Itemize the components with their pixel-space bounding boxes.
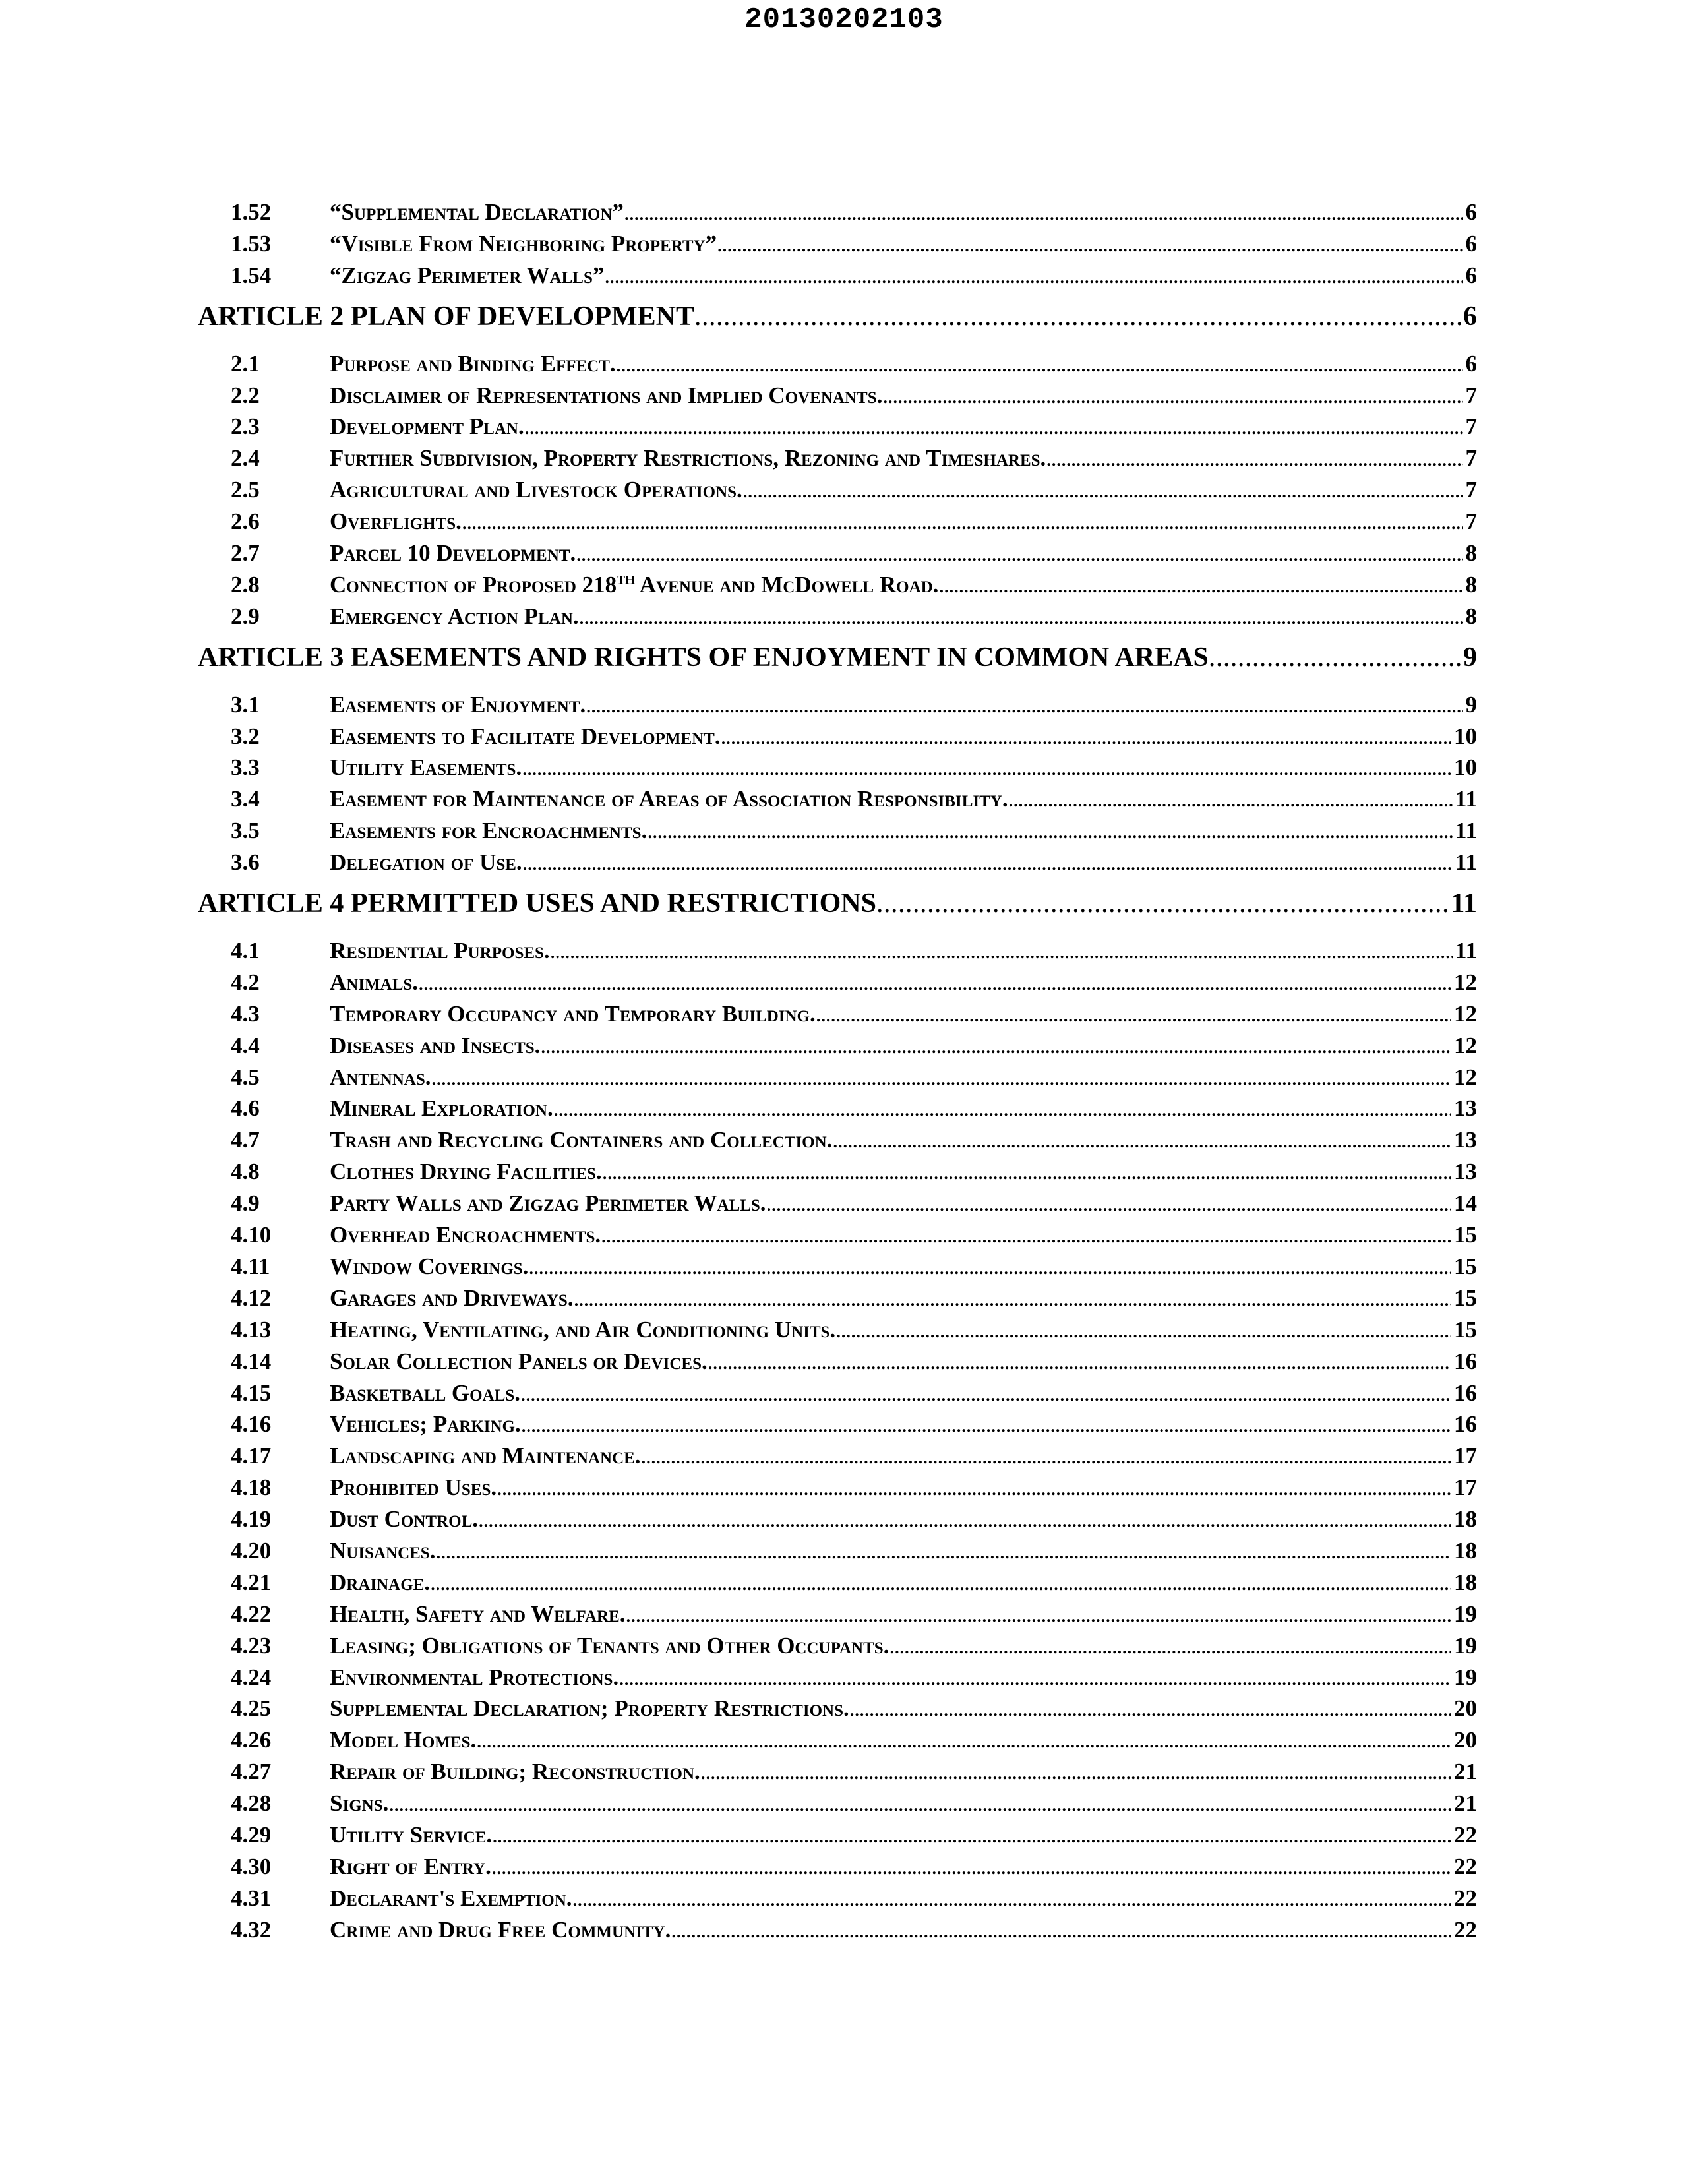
toc-section-number: 2.4 [231,445,260,471]
toc-dot-leader [476,1724,1451,1756]
toc-entry [198,260,1477,291]
toc-article-title: ARTICLE 2 PLAN OF DEVELOPMENT [198,301,695,332]
toc-entry [198,1598,1477,1630]
toc-page-number: 11 [1455,938,1477,964]
toc-section-title: Delegation of Use. [330,849,522,876]
toc-dot-leader [520,1378,1451,1409]
toc-section-number: 4.9 [231,1190,260,1217]
toc-section-title: Dust Control. [330,1506,479,1532]
toc-page-number: 19 [1454,1600,1477,1627]
toc-section-title: Residential Purposes. [330,938,550,964]
toc-section-number: 4.8 [231,1159,260,1185]
toc-entry [198,197,1477,228]
toc-article-heading [198,886,1477,921]
toc-entry [198,1156,1477,1188]
toc-page-number: 22 [1454,1853,1477,1879]
toc-page-number: 7 [1465,477,1477,503]
toc-section-number: 4.3 [231,1000,260,1027]
toc-dot-leader [641,1440,1451,1472]
toc-section-number: 2.9 [231,603,260,629]
toc-section-title: Trash and Recycling Containers and Collection. [330,1127,833,1153]
toc-section-number: 4.31 [231,1885,272,1911]
toc-section-number: 3.1 [231,691,260,717]
toc-page-number: 8 [1465,540,1477,566]
toc-entry [198,1851,1477,1883]
toc-dot-leader [521,1409,1451,1440]
toc-entry [198,1756,1477,1788]
toc-section-number: 4.29 [231,1821,272,1848]
toc-section-title: Model Homes. [330,1727,477,1753]
toc-page-number: 6 [1465,262,1477,288]
toc-entry [198,721,1477,752]
toc-entry [198,1188,1477,1219]
toc-page-number: 7 [1465,382,1477,408]
toc-section-number: 4.30 [231,1853,272,1879]
toc-section-title: Basketball Goals. [330,1380,520,1406]
toc-section-number: 2.8 [231,571,260,597]
toc-article-title: ARTICLE 4 PERMITTED USES AND RESTRICTIONS [198,888,876,919]
toc-page-number: 14 [1454,1190,1477,1217]
toc-section-title: Development Plan. [330,413,524,440]
toc-section-title: Supplemental Declaration; Property Restrictions. [330,1695,849,1722]
toc-dot-leader [492,1819,1451,1851]
toc-section-number: 4.5 [231,1064,260,1090]
toc-dot-leader [889,1630,1451,1662]
toc-section-number: 3.2 [231,723,260,749]
toc-dot-leader [491,1851,1451,1883]
toc-page-number: 9 [1463,642,1477,673]
toc-dot-leader [616,348,1463,380]
toc-section-title: Antennas. [330,1064,431,1090]
toc-section-title: Heating, Ventilating, and Air Conditioning Units. [330,1316,836,1343]
toc-section-number: 4.18 [231,1474,272,1501]
toc-entry [198,1283,1477,1314]
toc-entry [198,380,1477,411]
toc-dot-leader [522,752,1451,783]
toc-section-title: “Zigzag Perimeter Walls” [330,262,605,288]
toc-section-number: 3.3 [231,754,260,781]
toc-entry [198,1724,1477,1756]
toc-section-number: 4.7 [231,1127,260,1153]
toc-entry [198,1914,1477,1946]
toc-entry [198,537,1477,569]
toc-section-title: Emergency Action Plan. [330,603,579,629]
toc-dot-leader [553,1093,1451,1124]
toc-section-number: 4.21 [231,1569,272,1595]
toc-section-title: Easements to Facilitate Development. [330,723,721,749]
toc-dot-leader [524,411,1463,442]
toc-section-number: 4.25 [231,1695,272,1722]
toc-section-title: Easements for Encroachments. [330,818,648,844]
toc-dot-leader [601,1219,1451,1251]
toc-entry [198,1346,1477,1378]
toc-section-title: Window Coverings. [330,1253,529,1279]
toc-section-number: 4.24 [231,1664,272,1690]
toc-entry [198,1378,1477,1409]
toc-page-number: 13 [1454,1127,1477,1153]
toc-section-title: Easements of Enjoyment. [330,691,586,717]
toc-section-number: 4.10 [231,1222,272,1248]
toc-entry [198,1314,1477,1346]
toc-section-title: Mineral Exploration. [330,1095,553,1122]
toc-section-number: 4.14 [231,1348,272,1374]
toc-page-number: 10 [1454,754,1477,781]
toc-section-number: 4.15 [231,1380,272,1406]
toc-dot-leader [435,1535,1451,1567]
toc-section-number: 3.5 [231,818,260,844]
toc-entry [198,1251,1477,1283]
toc-page-number: 7 [1465,413,1477,440]
toc-entry [198,847,1477,878]
toc-page-number: 22 [1454,1821,1477,1848]
toc-section-title: Crime and Drug Free Community. [330,1916,671,1943]
toc-section-number: 2.2 [231,382,260,408]
toc-page-number: 6 [1465,230,1477,257]
toc-dot-leader [478,1503,1451,1535]
toc-entry [198,1567,1477,1598]
toc-dot-leader [522,847,1453,878]
toc-entry [198,1883,1477,1914]
toc-page-number: 16 [1454,1348,1477,1374]
toc-page-number: 19 [1454,1664,1477,1690]
toc-entry [198,815,1477,847]
toc-entry [198,601,1477,632]
toc-entry [198,1062,1477,1093]
toc-entry [198,1693,1477,1724]
toc-section-number: 4.20 [231,1537,272,1563]
toc-section-number: 1.52 [231,199,272,225]
toc-dot-leader [462,506,1463,537]
toc-dot-leader [708,1346,1451,1378]
toc-section-number: 2.1 [231,350,260,377]
toc-section-number: 1.53 [231,230,272,257]
toc-page-number: 11 [1451,888,1477,919]
toc-page-number: 10 [1454,723,1477,749]
toc-page-number: 8 [1465,571,1477,597]
toc-entry [198,1503,1477,1535]
toc-section-title: Overflights. [330,508,462,535]
toc-dot-leader [694,299,1461,334]
toc-entry [198,1124,1477,1156]
toc-entry [198,1440,1477,1472]
toc-dot-leader [1008,783,1453,815]
toc-section-number: 4.11 [231,1253,270,1279]
toc-dot-leader [1046,442,1462,474]
toc-entry [198,569,1477,601]
toc-section-number: 3.6 [231,849,260,876]
toc-page-number: 16 [1454,1380,1477,1406]
toc-section-number: 4.23 [231,1632,272,1658]
toc-dot-leader [528,1251,1451,1283]
toc-dot-leader [721,721,1451,752]
toc-section-title: Declarant's Exemption. [330,1885,572,1911]
toc-section-title-part: Avenue and McDowell Road. [635,571,939,597]
toc-dot-leader [550,935,1453,967]
toc-dot-leader [700,1756,1451,1788]
toc-page-number: 19 [1454,1632,1477,1658]
toc-section-title: Nuisances. [330,1537,436,1563]
toc-dot-leader [766,1188,1451,1219]
toc-section-title [330,569,938,601]
toc-dot-leader [579,601,1463,632]
toc-section-number: 4.1 [231,938,260,964]
toc-page-number: 20 [1454,1727,1477,1753]
toc-section-title: Clothes Drying Facilities. [330,1159,602,1185]
toc-section-number: 4.12 [231,1285,272,1311]
toc-section-number: 4.26 [231,1727,272,1753]
toc-page-number: 12 [1454,969,1477,995]
toc-section-title: Health, Safety and Welfare. [330,1600,626,1627]
toc-dot-leader [602,1156,1451,1188]
toc-article-heading [198,299,1477,334]
toc-section-title: Utility Service. [330,1821,493,1848]
toc-page-number: 15 [1454,1253,1477,1279]
toc-section-title: Environmental Protections. [330,1664,619,1690]
toc-entry [198,935,1477,967]
toc-page-number: 21 [1454,1759,1477,1785]
toc-section-number: 4.32 [231,1916,272,1943]
toc-section-title: Temporary Occupancy and Temporary Building. [330,1000,816,1027]
toc-page-number: 13 [1454,1095,1477,1122]
toc-page-number: 18 [1454,1506,1477,1532]
toc-dot-leader [574,1283,1451,1314]
toc-entry [198,1630,1477,1662]
toc-entry [198,1093,1477,1124]
toc-entry [198,1819,1477,1851]
toc-entry [198,348,1477,380]
toc-section-number: 4.4 [231,1032,260,1058]
toc-section-title: Utility Easements. [330,754,522,781]
toc-section-title: “Visible From Neighboring Property” [330,230,717,257]
toc-page-number: 6 [1465,350,1477,377]
toc-section-title: Prohibited Uses. [330,1474,497,1501]
toc-entry [198,967,1477,998]
toc-dot-leader [430,1567,1451,1598]
toc-section-title: Party Walls and Zigzag Perimeter Walls. [330,1190,766,1217]
toc-section-number: 1.54 [231,262,272,288]
toc-page-number: 11 [1455,818,1477,844]
toc-entry [198,506,1477,537]
toc-section-number: 2.6 [231,508,260,535]
document-number: 20130202103 [744,3,944,36]
toc-entry [198,411,1477,442]
toc-superscript: TH [617,573,635,588]
toc-page-number: 13 [1454,1159,1477,1185]
toc-page-number: 21 [1454,1790,1477,1817]
toc-page-number: 20 [1454,1695,1477,1722]
toc-section-title: Vehicles; Parking. [330,1411,521,1438]
toc-section-title: Landscaping and Maintenance. [330,1443,641,1469]
toc-dot-leader [1209,640,1461,675]
toc-page-number: 18 [1454,1569,1477,1595]
toc-dot-leader [849,1693,1451,1724]
toc-entry [198,1219,1477,1251]
toc-page-number: 12 [1454,1000,1477,1027]
toc-dot-leader [938,569,1462,601]
toc-dot-leader [418,967,1451,998]
toc-section-title: Agricultural and Livestock Operations. [330,477,742,503]
toc-page-number: 12 [1454,1064,1477,1090]
toc-section-number: 4.13 [231,1316,272,1343]
toc-section-title: Drainage. [330,1569,431,1595]
toc-section-title: Garages and Driveways. [330,1285,574,1311]
toc-section-title: Overhead Encroachments. [330,1222,601,1248]
toc-page-number: 11 [1455,786,1477,812]
toc-dot-leader [540,1030,1451,1062]
toc-entry [198,783,1477,815]
toc-dot-leader [624,197,1463,228]
toc-entry [198,474,1477,506]
toc-page-number: 6 [1463,301,1477,332]
toc-section-title: Purpose and Binding Effect. [330,350,616,377]
toc-dot-leader [882,380,1462,411]
toc-page-number: 18 [1454,1537,1477,1563]
toc-page-number: 6 [1465,199,1477,225]
toc-dot-leader [876,886,1448,921]
toc-page-number: 22 [1454,1916,1477,1943]
toc-page-number: 8 [1465,603,1477,629]
toc-section-title: “Supplemental Declaration” [330,199,624,225]
toc-article-heading [198,640,1477,675]
toc-section-number: 4.16 [231,1411,272,1438]
toc-section-number: 4.17 [231,1443,272,1469]
toc-entry [198,1030,1477,1062]
toc-page-number: 16 [1454,1411,1477,1438]
toc-section-number: 4.28 [231,1790,272,1817]
toc-page-number: 9 [1465,691,1477,717]
toc-entry [198,228,1477,260]
toc-dot-leader [835,1314,1451,1346]
toc-section-title: Repair of Building; Reconstruction. [330,1759,700,1785]
toc-dot-leader [572,1883,1451,1914]
toc-section-number: 4.19 [231,1506,272,1532]
toc-page-number: 22 [1454,1885,1477,1911]
toc-entry [198,1662,1477,1693]
toc-entry [198,1535,1477,1567]
toc-section-title: Parcel 10 Development. [330,540,576,566]
toc-entry [198,442,1477,474]
toc-dot-leader [618,1662,1451,1693]
toc-dot-leader [832,1124,1451,1156]
toc-dot-leader [742,474,1463,506]
toc-page-number: 15 [1454,1316,1477,1343]
toc-dot-leader [431,1062,1452,1093]
toc-dot-leader [586,689,1462,721]
toc-dot-leader [671,1914,1451,1946]
toc-page-number: 15 [1454,1285,1477,1311]
toc-dot-leader [647,815,1453,847]
toc-page-number: 15 [1454,1222,1477,1248]
toc-section-number: 4.27 [231,1759,272,1785]
toc-dot-leader [625,1598,1451,1630]
table-of-contents [198,197,1477,1946]
toc-page-number: 7 [1465,445,1477,471]
toc-section-title: Further Subdivision, Property Restrictions, Rezoning and Timeshares. [330,445,1046,471]
toc-page-number: 12 [1454,1032,1477,1058]
toc-dot-leader [604,260,1462,291]
toc-section-title: Right of Entry. [330,1853,491,1879]
toc-section-number: 4.22 [231,1600,272,1627]
toc-section-title: Easement for Maintenance of Areas of Association Responsibility. [330,786,1008,812]
toc-article-title: ARTICLE 3 EASEMENTS AND RIGHTS OF ENJOYMENT IN COMMON AREAS [198,642,1209,673]
toc-section-number: 2.7 [231,540,260,566]
toc-page-number: 17 [1454,1443,1477,1469]
toc-section-title: Disclaimer of Representations and Implied Covenants. [330,382,883,408]
toc-dot-leader [717,228,1462,260]
toc-section-title-part: Connection of Proposed 218 [330,571,617,597]
toc-section-number: 3.4 [231,786,260,812]
toc-entry [198,1788,1477,1819]
toc-page-number: 7 [1465,508,1477,535]
toc-page-number: 17 [1454,1474,1477,1501]
toc-section-title: Leasing; Obligations of Tenants and Other Occupants. [330,1632,889,1658]
toc-entry [198,1409,1477,1440]
toc-section-title: Solar Collection Panels or Devices. [330,1348,708,1374]
toc-section-title: Diseases and Insects. [330,1032,541,1058]
toc-entry [198,689,1477,721]
toc-page-number: 11 [1455,849,1477,876]
toc-section-title: Signs. [330,1790,389,1817]
toc-dot-leader [576,537,1462,569]
toc-dot-leader [388,1788,1451,1819]
toc-entry [198,1472,1477,1503]
toc-section-number: 2.3 [231,413,260,440]
toc-dot-leader [497,1472,1451,1503]
toc-section-number: 4.2 [231,969,260,995]
toc-entry [198,752,1477,783]
toc-section-number: 2.5 [231,477,260,503]
toc-section-title: Animals. [330,969,419,995]
toc-dot-leader [816,998,1451,1030]
toc-section-number: 4.6 [231,1095,260,1122]
toc-entry [198,998,1477,1030]
